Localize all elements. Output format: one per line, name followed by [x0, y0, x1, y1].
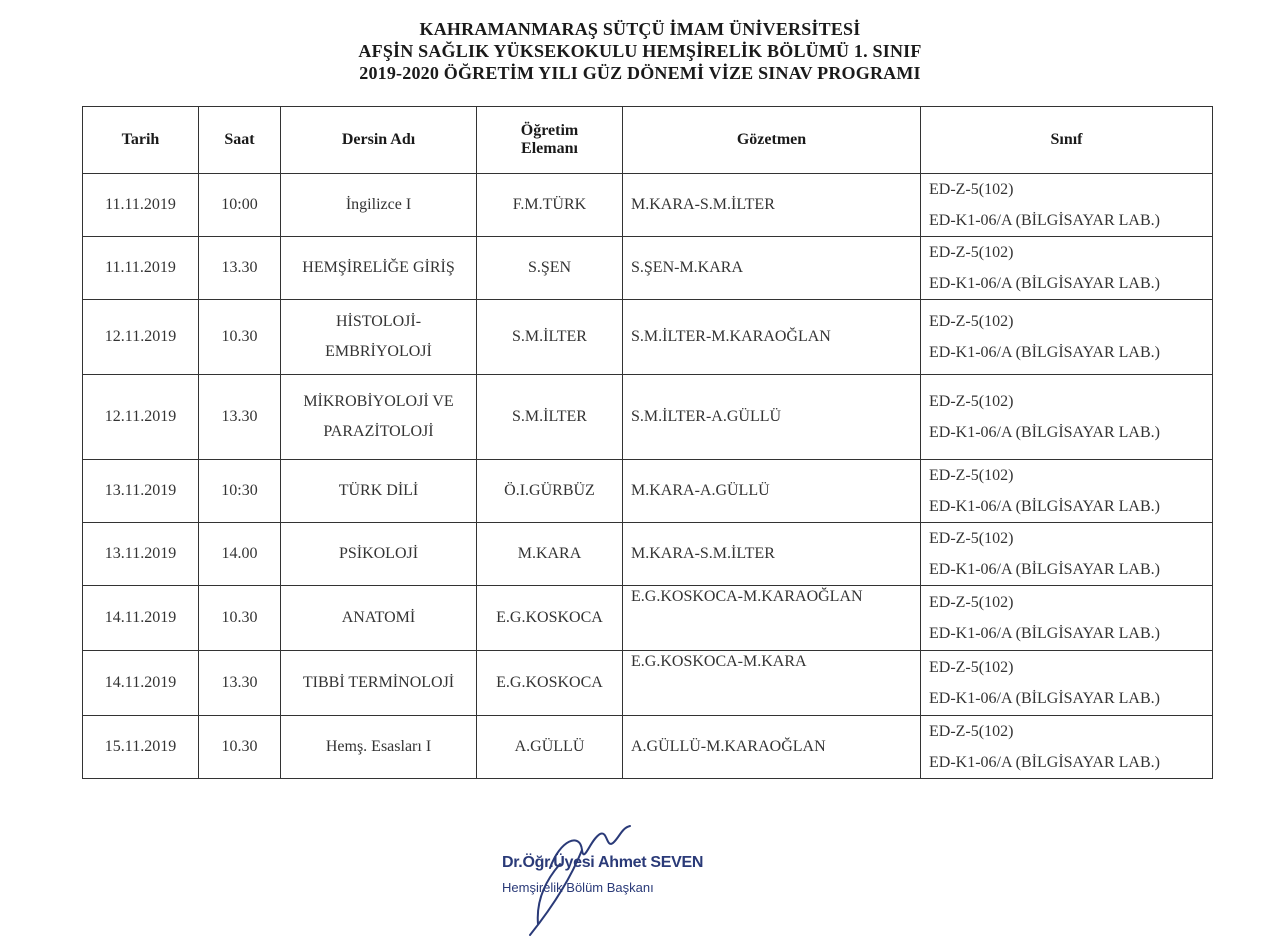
cell-saat: 10:00: [199, 174, 281, 237]
sinif-line2: ED-K1-06/A (BİLGİSAYAR LAB.): [929, 561, 1160, 578]
sinif-line1: ED-Z-5(102): [929, 594, 1014, 611]
signatory-name: Dr.Öğr.Üyesi Ahmet SEVEN: [502, 854, 704, 871]
sinif-line1: ED-Z-5(102): [929, 659, 1014, 676]
table-row: [83, 716, 1213, 779]
sinif-line2: ED-K1-06/A (BİLGİSAYAR LAB.): [929, 498, 1160, 515]
cell-tarih: 14.11.2019: [83, 586, 199, 651]
cell-ogretim: Ö.I.GÜRBÜZ: [477, 460, 623, 523]
cell-tarih: 12.11.2019: [83, 375, 199, 460]
cell-ogretim: F.M.TÜRK: [477, 174, 623, 237]
cell-ders: [281, 716, 477, 779]
cell-ders: [281, 523, 477, 586]
column-header-ders: Dersin Adı: [281, 107, 477, 174]
ders-line2: EMBRİYOLOJİ: [325, 343, 432, 360]
cell-sinif: [921, 237, 1213, 300]
table-row: [83, 375, 1213, 460]
department-name: AFŞİN SAĞLIK YÜKSEKOKULU HEMŞİRELİK BÖLÜMÜ 1. SINIF: [358, 41, 922, 61]
cell-sinif: [921, 174, 1213, 237]
column-header-saat: Saat: [199, 107, 281, 174]
cell-gozetmen: M.KARA-S.M.İLTER: [623, 174, 921, 237]
sinif-line2: ED-K1-06/A (BİLGİSAYAR LAB.): [929, 344, 1160, 361]
sinif-line1: ED-Z-5(102): [929, 530, 1014, 547]
cell-gozetmen: E.G.KOSKOCA-M.KARA: [623, 651, 921, 716]
ders-line1: TÜRK DİLİ: [338, 482, 419, 499]
cell-saat: 10:30: [199, 460, 281, 523]
signatory-role: Hemşirelik Bölüm Başkanı: [502, 880, 654, 895]
cell-ders: [281, 174, 477, 237]
schedule-title: 2019-2020 ÖĞRETİM YILI GÜZ DÖNEMİ VİZE SINAV PROGRAMI: [359, 63, 921, 83]
ders-line1: PSİKOLOJİ: [338, 545, 419, 562]
cell-ogretim: A.GÜLLÜ: [477, 716, 623, 779]
cell-saat: 10.30: [199, 300, 281, 375]
cell-ogretim: S.M.İLTER: [477, 375, 623, 460]
cell-ders: [281, 375, 477, 460]
column-header-ogretim-line2: Elemanı: [521, 140, 578, 157]
table-row: [83, 523, 1213, 586]
cell-saat: 13.30: [199, 651, 281, 716]
cell-tarih: 11.11.2019: [83, 237, 199, 300]
column-header-sinif: Sınıf: [921, 107, 1213, 174]
cell-gozetmen: E.G.KOSKOCA-M.KARAOĞLAN: [623, 586, 921, 651]
sinif-line1: ED-Z-5(102): [929, 244, 1014, 261]
cell-ders: [281, 651, 477, 716]
cell-gozetmen: A.GÜLLÜ-M.KARAOĞLAN: [623, 716, 921, 779]
cell-tarih: 13.11.2019: [83, 523, 199, 586]
cell-ders: [281, 300, 477, 375]
cell-ders: [281, 237, 477, 300]
cell-tarih: 13.11.2019: [83, 460, 199, 523]
ders-line1: TIBBİ TERMİNOLOJİ: [302, 674, 455, 691]
ders-line1: ANATOMİ: [341, 609, 416, 626]
sinif-line1: ED-Z-5(102): [929, 313, 1014, 330]
cell-gozetmen: S.ŞEN-M.KARA: [623, 237, 921, 300]
sinif-line1: ED-Z-5(102): [929, 393, 1014, 410]
cell-saat: 13.30: [199, 237, 281, 300]
sinif-line2: ED-K1-06/A (BİLGİSAYAR LAB.): [929, 625, 1160, 642]
cell-gozetmen: M.KARA-S.M.İLTER: [623, 523, 921, 586]
sinif-line2: ED-K1-06/A (BİLGİSAYAR LAB.): [929, 275, 1160, 292]
ders-line2: PARAZİTOLOJİ: [323, 423, 434, 440]
sinif-line2: ED-K1-06/A (BİLGİSAYAR LAB.): [929, 212, 1160, 229]
sinif-line1: ED-Z-5(102): [929, 467, 1014, 484]
table-row: [83, 586, 1213, 651]
cell-gozetmen: S.M.İLTER-M.KARAOĞLAN: [623, 300, 921, 375]
document-header: [0, 18, 1280, 84]
table-row: [83, 300, 1213, 375]
column-header-ogretim-line1: Öğretim: [520, 122, 579, 139]
cell-sinif: [921, 375, 1213, 460]
cell-tarih: 15.11.2019: [83, 716, 199, 779]
exam-schedule-table: [82, 106, 1213, 779]
column-header-gozetmen: Gözetmen: [623, 107, 921, 174]
cell-sinif: [921, 300, 1213, 375]
cell-ogretim: E.G.KOSKOCA: [477, 586, 623, 651]
sinif-line1: ED-Z-5(102): [929, 181, 1014, 198]
cell-saat: 13.30: [199, 375, 281, 460]
cell-ogretim: S.ŞEN: [477, 237, 623, 300]
cell-tarih: 14.11.2019: [83, 651, 199, 716]
university-name: KAHRAMANMARAŞ SÜTÇÜ İMAM ÜNİVERSİTESİ: [419, 19, 861, 39]
cell-ders: [281, 460, 477, 523]
cell-sinif: [921, 523, 1213, 586]
ders-line1: Hemş. Esasları I: [325, 738, 432, 755]
cell-saat: 10.30: [199, 716, 281, 779]
ders-line1: İngilizce I: [345, 196, 412, 213]
cell-tarih: 12.11.2019: [83, 300, 199, 375]
sinif-line2: ED-K1-06/A (BİLGİSAYAR LAB.): [929, 690, 1160, 707]
table-row: [83, 174, 1213, 237]
sinif-line2: ED-K1-06/A (BİLGİSAYAR LAB.): [929, 754, 1160, 771]
cell-sinif: [921, 586, 1213, 651]
cell-ders: [281, 586, 477, 651]
cell-ogretim: M.KARA: [477, 523, 623, 586]
cell-gozetmen: S.M.İLTER-A.GÜLLÜ: [623, 375, 921, 460]
sinif-line1: ED-Z-5(102): [929, 723, 1014, 740]
cell-sinif: [921, 651, 1213, 716]
table-row: [83, 237, 1213, 300]
cell-saat: 14.00: [199, 523, 281, 586]
cell-gozetmen: M.KARA-A.GÜLLÜ: [623, 460, 921, 523]
table-row: [83, 651, 1213, 716]
cell-sinif: [921, 716, 1213, 779]
signature-stamp: [490, 820, 710, 940]
cell-tarih: 11.11.2019: [83, 174, 199, 237]
column-header-tarih: Tarih: [83, 107, 199, 174]
sinif-line2: ED-K1-06/A (BİLGİSAYAR LAB.): [929, 424, 1160, 441]
table-row: [83, 460, 1213, 523]
ders-line1: HEMŞİRELİĞE GİRİŞ: [302, 259, 455, 276]
cell-sinif: [921, 460, 1213, 523]
cell-ogretim: E.G.KOSKOCA: [477, 651, 623, 716]
table-header-row: [83, 107, 1213, 174]
ders-line1: MİKROBİYOLOJİ VE: [303, 393, 454, 410]
cell-saat: 10.30: [199, 586, 281, 651]
cell-ogretim: S.M.İLTER: [477, 300, 623, 375]
ders-line1: HİSTOLOJİ-: [335, 313, 422, 330]
column-header-ogretim-elemani: [477, 107, 623, 174]
